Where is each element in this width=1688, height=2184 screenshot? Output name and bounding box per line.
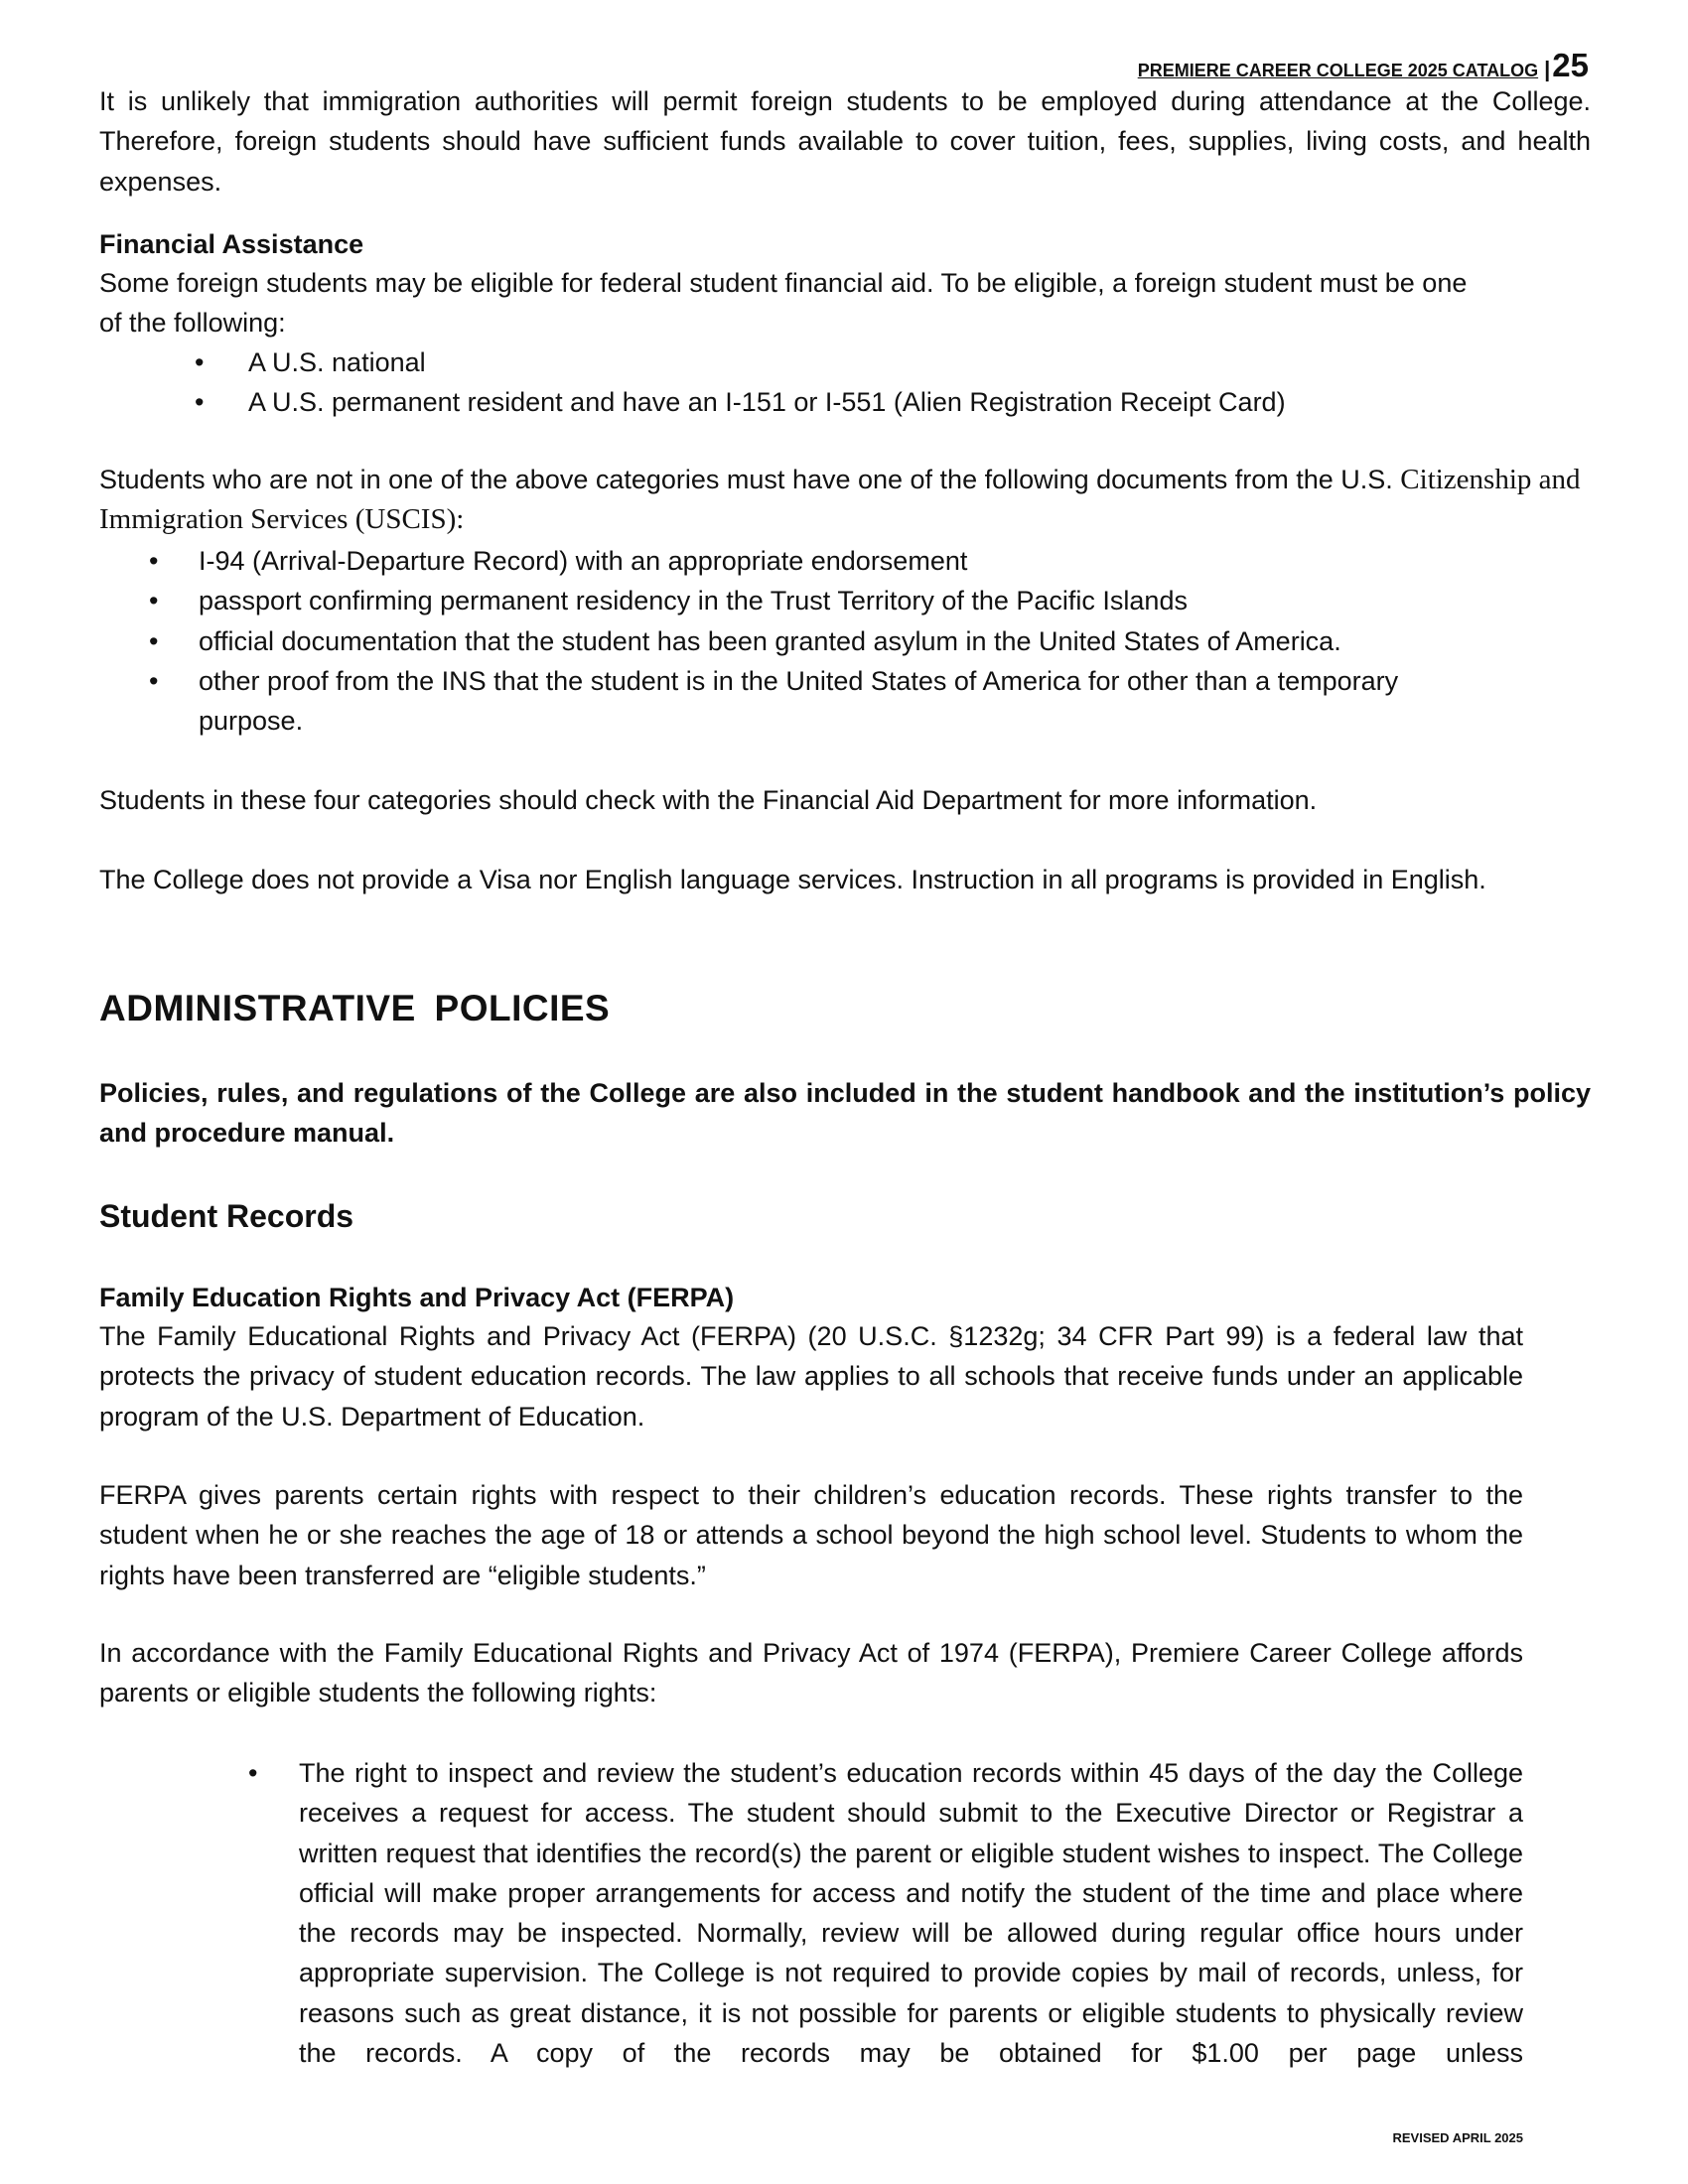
eligibility-list — [195, 342, 1489, 423]
bullet-icon: • — [149, 546, 159, 576]
page-number: 25 — [1552, 47, 1589, 83]
ferpa-heading: Family Education Rights and Privacy Act (FERPA) — [99, 1283, 735, 1312]
header-separator: | — [1544, 57, 1551, 81]
bullet-icon: • — [149, 586, 159, 616]
list-item: • passport confirming permanent residency in the Trust Territory of the Pacific Islands — [149, 581, 1499, 620]
bullet-icon: • — [149, 665, 159, 696]
list-item: • A U.S. national — [199, 342, 1489, 382]
list-item: • I-94 (Arrival-Departure Record) with an appropriate endorsement — [149, 541, 1499, 581]
list-item: • The right to inspect and review the student’s education records within 45 days of the day the College receives a request for access. The student should submit to the Executive Director or Registrar a written request that identifies the record(s) the parent or eligible student wishes to inspect. The College official will make proper arrangements for access and notify the student of the time and place where the records may be inspected. Normally, review will be allowed during regular office hours under appropriate supervision. The College is not required to provide copies by mail of records, unless, for reasons such as great distance, it is not possible for parents or eligible students to physically review the records. A copy of the records may be obtained for $1.00 per page unless — [248, 1753, 1523, 2073]
list-item: • A U.S. permanent resident and have an I-151 or I-551 (Alien Registration Receipt Card) — [199, 382, 1489, 422]
list-item: • official documentation that the student has been granted asylum in the United States of America. — [149, 621, 1499, 661]
documents-intro: Students who are not in one of the above categories must have one of the following documents from the U.S. Citizenship and Immigration Services (USCIS): — [99, 464, 1581, 536]
bullet-icon: • — [195, 387, 205, 418]
bullet-icon: • — [149, 625, 159, 656]
ferpa-paragraph-2: FERPA gives parents certain rights with respect to their children’s education records. These rights transfer to the student when he or she reaches the age of 18 or attends a school beyond the high school level. Students to whom the rights have been transferred are “eligible students.” — [99, 1480, 1523, 1590]
employment-paragraph: It is unlikely that immigration authorities will permit foreign students to be employed during attendance at the College. Therefore, foreign students should have sufficient funds available to cover tuition, fees, supplies, living costs, and health expenses. — [99, 86, 1591, 197]
student-records-heading: Student Records — [99, 1198, 354, 1234]
four-categories-paragraph: Students in these four categories should check with the Financial Aid Department for more information. — [99, 785, 1318, 815]
documents-list — [149, 541, 1499, 741]
list-item: • other proof from the INS that the student is in the United States of America for other than a temporary purpose. — [149, 661, 1499, 742]
bullet-icon: • — [195, 347, 205, 377]
ferpa-rights-list — [248, 1753, 1523, 2073]
financial-intro: Some foreign students may be eligible for federal student financial aid. To be eligible, a foreign student must be one of the following: — [99, 268, 1468, 339]
policies-note: Policies, rules, and regulations of the College are also included in the student handbook and the institution’s policy and procedure manual. — [99, 1078, 1591, 1149]
page-footer: REVISED APRIL 2025 — [1392, 2130, 1523, 2145]
catalog-title: PREMIERE CAREER COLLEGE 2025 CATALOG — [1137, 61, 1539, 80]
language-paragraph: The College does not provide a Visa nor English language services. Instruction in all programs is provided in English. — [99, 865, 1486, 894]
ferpa-paragraph-1: The Family Educational Rights and Privacy Act (FERPA) (20 U.S.C. §1232g; 34 CFR Part 99) is a federal law that protects the privacy of student education records. The law applies to all schools that receive funds under an applicable program of the U.S. Department of Education. — [99, 1321, 1523, 1432]
financial-assistance-heading: Financial Assistance — [99, 229, 364, 259]
administrative-policies-heading: ADMINISTRATIVE POLICIES — [99, 988, 611, 1028]
ferpa-paragraph-3: In accordance with the Family Educational Rights and Privacy Act of 1974 (FERPA), Premiere Career College affords parents or eligible students the following rights: — [99, 1638, 1523, 1708]
bullet-icon: • — [248, 1758, 258, 1788]
